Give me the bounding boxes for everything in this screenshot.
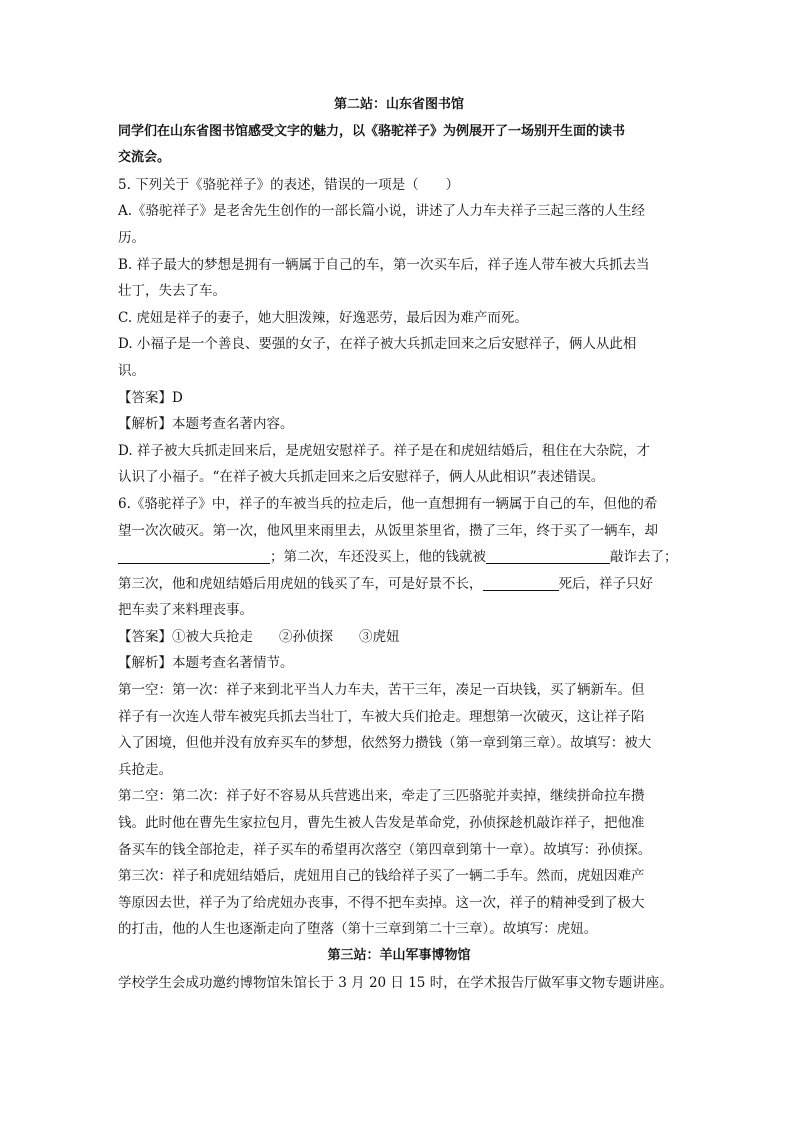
- q6-stem-line3-text-a: ；第二次，车还没买上，他的钱就被: [270, 549, 486, 566]
- q6-stem-line4: [118, 571, 680, 598]
- q6-analysis-p2-line2: 钱。此时他在曹先生家拉包月，曹先生被人告发是革命党，孙侦探趁机敲诈祥子，把他准: [118, 815, 645, 832]
- q6-stem-line3: [118, 544, 680, 571]
- q5-analysis-line1: D. 祥子被大兵抓走回来后，是虎妞安慰祥子。祥子是在和虎妞结婚后，租住在大杂院，才: [118, 442, 650, 459]
- q6-analysis-p2-line3: 备买车的钱全部抢走，祥子买车的希望再次落空（第四章到第十一章）。故填写：孙侦探。: [118, 841, 652, 858]
- q6-answer-1: ①被大兵抢走: [172, 628, 253, 645]
- q5-option-a-line1: A.《骆驼祥子》是老舍先生创作的一部长篇小说，讲述了人力车夫祥子三起三落的人生经: [118, 203, 646, 220]
- q5-analysis-line2: 认识了小福子。“在祥子被大兵抓走回来之后安慰祥子，俩人从此相识”表述错误。: [118, 469, 605, 486]
- q6-answer-2: ②孙侦探: [279, 628, 333, 645]
- q5-analysis-title: 【解析】本题考查名著内容。: [118, 416, 294, 433]
- q6-stem-line4-text-a: 第三次，他和虎妞结婚后用虎妞的钱买了车，可是好景不长，: [118, 575, 483, 592]
- q6-answer-3: ③虎妞: [359, 628, 400, 645]
- station3-title: 第三站：羊山军事博物馆: [327, 948, 471, 963]
- q5-option-a-line2: 历。: [118, 229, 145, 246]
- q6-stem-line1: 6.《骆驼祥子》中，祥子的车被当兵的拉走后，他一直想拥有一辆属于自己的车，但他的希: [118, 495, 658, 512]
- fill-blank-3: [483, 576, 559, 591]
- station2-title: 第二站：山东省图书馆: [333, 97, 464, 112]
- q6-stem-line2: 望一次次破灭。第一次，他风里来雨里去，从饭里茶里省，攒了三年，终于买了一辆车，却: [118, 522, 658, 539]
- q5-stem: 5. 下列关于《骆驼祥子》的表述，错误的一项是（ ）: [118, 176, 460, 193]
- q6-stem-line3-text-b: 敲诈去了；: [610, 549, 678, 566]
- station2-intro-line1: 同学们在山东省图书馆感受文字的魅力，以《骆驼祥子》为例展开了一场别开生面的读书: [118, 123, 626, 139]
- q5-option-d-line1: D. 小福子是一个善良、要强的女子，在祥子被大兵抓走回来之后安慰祥子，俩人从此相: [118, 336, 637, 353]
- q6-stem-line4-text-b: 死后，祥子只好: [558, 575, 653, 592]
- q6-analysis-p1-line4: 兵抢走。: [118, 761, 172, 778]
- q6-analysis-p2-line1: 第二空：第二次：祥子好不容易从兵营逃出来，牵走了三匹骆驼并卖掉，继续拼命拉车攒: [118, 788, 645, 805]
- document-page: [118, 92, 680, 996]
- q5-option-d-line2: 识。: [118, 362, 145, 379]
- q6-answer-label: 【答案】: [118, 628, 172, 645]
- fill-blank-2: [486, 549, 610, 564]
- q6-analysis-p1-line3: 入了困境，但他并没有放弃买车的梦想，依然努力攒钱（第一章到第三章）。故填写：被大: [118, 735, 652, 752]
- q6-analysis-p3-line1: 第三次：祥子和虎妞结婚后，虎妞用自己的钱给祥子买了一辆二手车。然而，虎妞因难产: [118, 868, 645, 885]
- station2-intro-line2: 交流会。: [118, 150, 171, 166]
- q6-analysis-p1-line2: 祥子有一次连人带车被宪兵抓去当壮丁，车被大兵们抢走。理想第一次破灭，这让祥子陷: [118, 708, 645, 725]
- q6-analysis-p3-line3: 的打击，他的人生也逐渐走向了堕落（第十三章到第二十三章）。故填写：虎妞。: [118, 921, 598, 938]
- q6-stem-line5: 把车卖了来料理丧事。: [118, 602, 253, 619]
- q5-option-b-line1: B. 祥子最大的梦想是拥有一辆属于自己的车，第一次买车后，祥子连人带车被大兵抓去当: [118, 256, 650, 273]
- station3-intro: 学校学生会成功邀约博物馆朱馆长于 3 月 20 日 15 时，在学术报告厅做军事文物专题讲座。: [118, 974, 673, 991]
- q6-answer: [118, 624, 680, 651]
- q6-analysis-title: 【解析】本题考查名著情节。: [118, 655, 294, 672]
- q6-analysis-p1-line1: 第一空：第一次：祥子来到北平当人力车夫，苦干三年，凑足一百块钱，买了辆新车。但: [118, 682, 645, 699]
- fill-blank-1: [118, 549, 270, 564]
- q5-answer: 【答案】D: [118, 389, 183, 406]
- q5-option-b-line2: 壮丁，失去了车。: [118, 283, 226, 300]
- q6-analysis-p3-line2: 等原因去世，祥子为了给虎妞办丧事，不得不把车卖掉。这一次，祥子的精神受到了极大: [118, 894, 645, 911]
- q5-option-c: C. 虎妞是祥子的妻子，她大胆泼辣，好逸恶劳，最后因为难产而死。: [118, 309, 528, 326]
